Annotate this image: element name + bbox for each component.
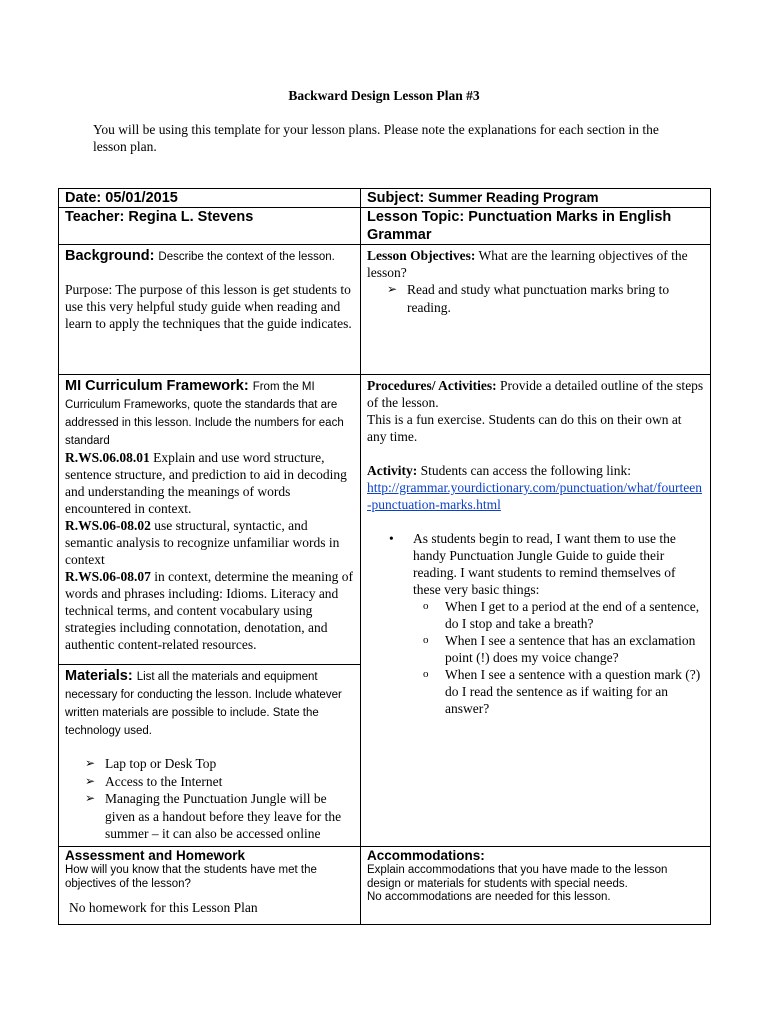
circle-bullet-icon: o [423,634,429,646]
circle-bullet-icon: o [423,668,429,680]
bullet-dot-icon: • [389,531,394,546]
materials-description: List all the materials and equipment necessary for conducting the lesson. Include whatever written materials are possible to include. State the technology used. [65,671,342,737]
curriculum-cell [59,375,361,665]
lesson-plan-table [58,188,711,925]
lesson-topic-label: Lesson Topic: [367,209,465,225]
list-item: ➢ Access to the Internet [85,773,223,789]
objectives-cell [361,245,711,375]
procedures-description: Provide a detailed outline of the steps of the lesson. [367,378,704,410]
curriculum-standard: R.WS.06.08.01 Explain and use word structure, sentence structure, and prediction to aid in decoding and understanding the meanings of words encountered in context. [65,450,347,516]
accommodations-label: Accommodations: [367,848,485,863]
materials-label: Materials: [65,668,133,684]
teacher-label: Teacher: [65,209,125,225]
list-item: ➢ Lap top or Desk Top [85,756,217,771]
activity-link[interactable]: http://grammar.yourdictionary.com/punctuation/what/fourteen-punctuation-marks.html [367,480,703,512]
arrow-bullet-icon: ➢ [85,773,96,788]
assessment-value: No homework for this Lesson Plan [69,900,258,915]
teacher-value: Regina L. Stevens [128,209,254,225]
objectives-list [367,281,704,316]
subject-value: Summer Reading Program [428,190,599,205]
background-label: Background: [65,248,155,264]
lesson-topic-cell [361,208,711,245]
lesson-topic-value: Punctuation Marks in English Grammar [367,209,672,243]
date-label: Date: [65,190,102,206]
background-purpose: Purpose: The purpose of this lesson is get students to use this very helpful study guide when reading and learn to apply the techniques that the guide indicates. [65,282,352,331]
intro-paragraph: You will be using this template for your lesson plans. Please note the explanations for each section in the lesson plan. [93,122,659,154]
background-description: Describe the context of the lesson. [158,251,335,263]
list-item: ➢ Managing the Punctuation Jungle will be given as a handout before they leave for the summer – it can also be accessed online [85,791,342,841]
arrow-bullet-icon: ➢ [85,791,96,805]
date-value: 05/01/2015 [105,190,178,206]
procedures-bullets [367,530,704,717]
curriculum-description: From the MI Curriculum Frameworks, quote the standards that are addressed in this lesson. Include the numbers for each standard [65,381,344,447]
curriculum-standard: R.WS.06-08.07 in context, determine the meaning of words and phrases including: Idioms. Literacy and technical terms, and content vocabulary using strategies including connotation, denotation, and authentic content-related resources. [65,569,353,652]
document-title: Backward Design Lesson Plan #3 [288,88,480,103]
list-item: o When I see a sentence that has an exclamation point (!) does my voice change? [423,633,696,665]
circle-bullet-icon: o [423,600,429,612]
date-cell [59,189,361,208]
curriculum-standard: R.WS.06-08.02 use structural, syntactic, and semantic analysis to recognize unfamiliar words in context [65,518,340,567]
list-item: • As students begin to read, I want them to use the handy Punctuation Jungle Guide to guide their reading. I want students to remind themselves of these very basic things: o When I get to a period at the end of a sentence, do I stop and take a breath? o When I see a sentence that has an exclamation point (!) does my voice change? o When I see a sentence with a question mark (?) do I read the sentence as if waiting for an answer? [367,530,704,717]
materials-cell [59,665,361,847]
procedures-subitems [413,598,704,717]
materials-list [65,755,354,843]
background-cell [59,245,361,375]
accommodations-cell [361,847,711,925]
curriculum-label: MI Curriculum Framework: [65,378,249,394]
procedures-label: Procedures/ Activities: [367,378,497,393]
accommodations-value: No accommodations are needed for this lesson. [367,891,611,903]
teacher-cell [59,208,361,245]
assessment-label: Assessment and Homework [65,848,246,863]
list-item: ➢ Read and study what punctuation marks bring to reading. [387,282,670,315]
subject-label: Subject: [367,190,425,206]
accommodations-description: Explain accommodations that you have made to the lesson design or materials for students with special needs. [367,864,668,890]
assessment-cell [59,847,361,925]
list-item: o When I see a sentence with a question mark (?) do I read the sentence as if waiting for an answer? [423,667,701,716]
arrow-bullet-icon: ➢ [85,756,96,770]
procedures-note: This is a fun exercise. Students can do this on their own at any time. [367,412,682,444]
arrow-bullet-icon: ➢ [387,282,398,296]
assessment-description: How will you know that the students have met the objectives of the lesson? [65,864,317,890]
subject-cell [361,189,711,208]
objectives-label: Lesson Objectives: [367,248,476,263]
objectives-description: What are the learning objectives of the lesson? [367,248,688,280]
activity-text: Students can access the following link: [420,463,631,478]
list-item: o When I get to a period at the end of a sentence, do I stop and take a breath? [423,599,700,631]
procedures-cell [361,375,711,847]
activity-label: Activity: [367,463,418,478]
